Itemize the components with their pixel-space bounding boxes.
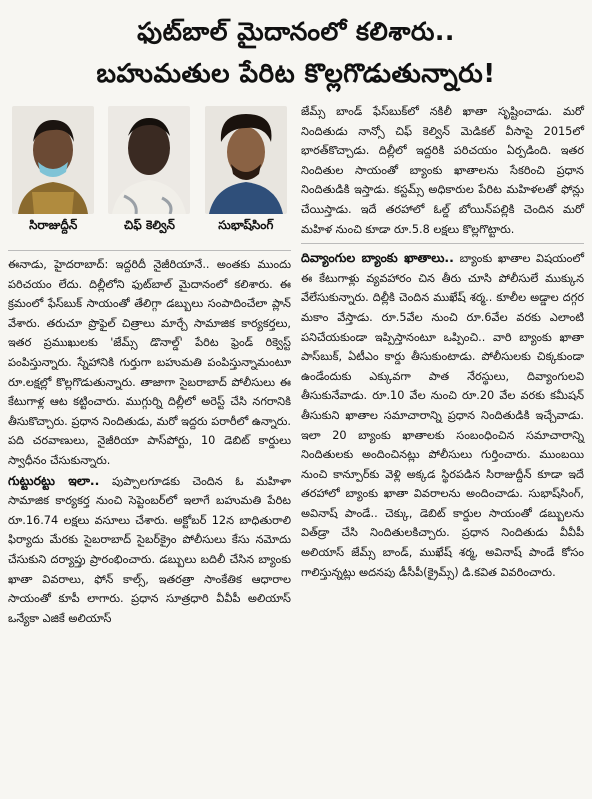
photo-caption: సిరాజుద్దీన్ bbox=[29, 218, 78, 232]
right-column-body bbox=[301, 102, 584, 582]
paragraph: జేమ్స్ బాండ్ ఫేస్‌బుక్‌లో నకిలీ ఖాతా సృష్టించాడు. మరో నిందితుడు నాన్సో చిఫ్ కెల్విన్ మెడికల్ వీసాపై 2015లో భారత్‌కొచ్చాడు. దిల్లీలో ఇద్దరికి పరిచయం ఏర్పడింది. ఇతర నిందితుల సాయంతో బ్యాంకు ఖాతాలను సేకరించి ప్రధాన నిందితుడికి ఇస్తాడు. కస్టమ్స్ అధికారుల పేరిట మహిళలతో ఫోన్లు చేయిస్తాడు. ఇదే తరహాలో ఓల్డ్ బోయిన్‌పల్లికి చెందిన మరో మహిళ నుంచి కూడా రూ.5.8 లక్షలు కొల్లగొట్టారు. bbox=[301, 105, 584, 236]
portrait-image bbox=[108, 106, 190, 214]
left-column bbox=[8, 102, 291, 628]
paragraph: పుప్పాలగూడకు చెందిన ఓ మహిళా సామాజిక కార్యకర్త నుంచి సెప్టెంబర్‌లో ఇలాగే బహుమతి పేరిట రూ.16.74 లక్షలు వసూలు చేశారు. అక్టోబర్ 12న బాధితురాలి ఫిర్యాదు మేరకు సైబరాబాద్ సైబర్‌క్రైం పోలీసులు కేసు నమోదు చేసుకుని దర్యాప్తు ప్రారంభించారు. డబ్బులు బదిలీ చేసిన బ్యాంకు ఖాతా వివరాలు, ఫోన్ కాల్స్, ఇతరత్రా సాంకేతిక ఆధారాల సాయంతో కూపీ లాగారు. ప్రధాన సూత్రధారి వీవీపీ అలియాస్ ఒన్యేకా ఎజికే అలియాస్ bbox=[8, 474, 291, 625]
article-columns bbox=[8, 102, 584, 628]
photo-caption: సుభాష్‌సింగ్ bbox=[218, 218, 274, 232]
portrait-image bbox=[12, 106, 94, 214]
left-column-body bbox=[8, 255, 291, 628]
photo-row bbox=[8, 102, 291, 246]
subheading: గుట్టురట్టు ఇలా.. bbox=[8, 472, 100, 488]
photo-sirajuddin bbox=[8, 106, 98, 246]
photo-subhash-singh bbox=[201, 106, 291, 246]
portrait-image bbox=[205, 106, 287, 214]
headline-line-1: ఫుట్‌బాల్ మైదానంలో కలిశారు.. bbox=[137, 17, 455, 46]
paragraph: బ్యాంకు ఖాతాల విషయంలో ఈ కేటుగాళ్లు వ్యవహారం చిన తీరు చూసి పోలీసులే ముక్కున వేలేసుకున్నారు. దిల్లీకి చెందిన ముఖేష్ శర్మ.. కూలీల అడ్డాల దగ్గర మకాం వేస్తాడు. రూ.5వేల నుంచి రూ.6వేల వరకు ఎలాంటి పనిచేయకుండా ఇప్పిస్తానంటూ ఒప్పించి.. వారి బ్యాంకు ఖాతా పాస్‌బుక్, ఏటీఎం కార్డు తీసుకుంటాడు. పోలీసులకు చిక్కకుండా ఉండేందుకు ఎక్కువగా పాత నేరస్థులు, దివ్యాంగులవి తీసుకునేవాడు. రూ.10 వేల నుంచి రూ.20 వేల వరకు కమీషన్ తీసుకుని ఖాతాల సమాచారాన్ని ప్రధాన నిందితుడికి ఇచ్చేవాడు. ఇలా 20 బ్యాంకు ఖాతాలకు సంబంధించిన సమాచారాన్ని నిందితులకు అందించినట్లు పోలీసులు గుర్తించారు. ముంబయి నుంచి కాన్పూర్‌కు వెళ్లి అక్కడ స్థిరపడిన సిరాజుద్దీన్ కూడా ఇదే తరహాలో బ్యాంకు ఖాతా వివరాలను అందించాడు. సుభాష్‌సింగ్, అవినాష్ పాండే.. చెక్కు, డెబిట్ కార్డుల సాయంతో డబ్బులను విత్‌డ్రా చేసి నిందితులకిచ్చారు. ప్రధాన నిందితుడు వీవీపీ అలియాస్ జేమ్స్ బాండ్, ముఖేష్ శర్మ, అవినాష్ పాండే కోసం గాలిస్తున్నట్లు అదనపు డీసీపీ(క్రైమ్స్) డి.కవిత వివరించారు. bbox=[301, 252, 584, 579]
photo-caption: చిఫ్ కెల్విన్ bbox=[124, 218, 175, 232]
photo-chief-kelvin bbox=[104, 106, 194, 246]
subheading: దివ్యాంగుల బ్యాంకు ఖాతాలు.. bbox=[301, 250, 454, 266]
paragraph: ఈనాడు, హైదరాబాద్: ఇద్దరిదీ నైజీరియానే.. అంతకు ముందు పరిచయం లేదు. దిల్లీలోని ఫుట్‌బాల్ మైదానంలో కలిశారు. ఈ క్రమంలో ఫేస్‌బుక్ సాయంతో తేలిగ్గా డబ్బులు సంపాదించేలా ప్లాన్ వేశారు. తరుచూ ప్రొఫైల్ చిత్రాలు మార్చే సామాజిక కార్యకర్తలు, ఇతర ప్రముఖులకు 'జేమ్స్ డొనాల్డ్' పేరిట ఫ్రెండ్ రిక్వెస్ట్ పంపిస్తున్నారు. స్నేహానికి గుర్తుగా బహుమతి పంపిస్తున్నామంటూ రూ.లక్షల్లో కొల్లగొడుతున్నారు. తాజాగా సైబరాబాద్ పోలీసులు ఈ కేటుగాళ్ల ఆట కట్టించారు. ముగ్గుర్ని దిల్లీలో అరెస్ట్ చేసి నగరానికి తీసుకొచ్చారు. ప్రధాన నిందితుడు, మరో ఇద్దరు పరారీలో ఉన్నారు. పది చరవాణులు, నైజీరియా పాస్‌పోర్టు, 10 డెబిట్ కార్డులు స్వాధీనం చేసుకున్నారు. bbox=[8, 258, 291, 467]
headline-line-2: బహుమతుల పేరిట కొల్లగొడుతున్నారు! bbox=[96, 59, 496, 89]
right-column bbox=[301, 102, 584, 628]
divider bbox=[8, 250, 291, 251]
divider bbox=[301, 243, 584, 244]
